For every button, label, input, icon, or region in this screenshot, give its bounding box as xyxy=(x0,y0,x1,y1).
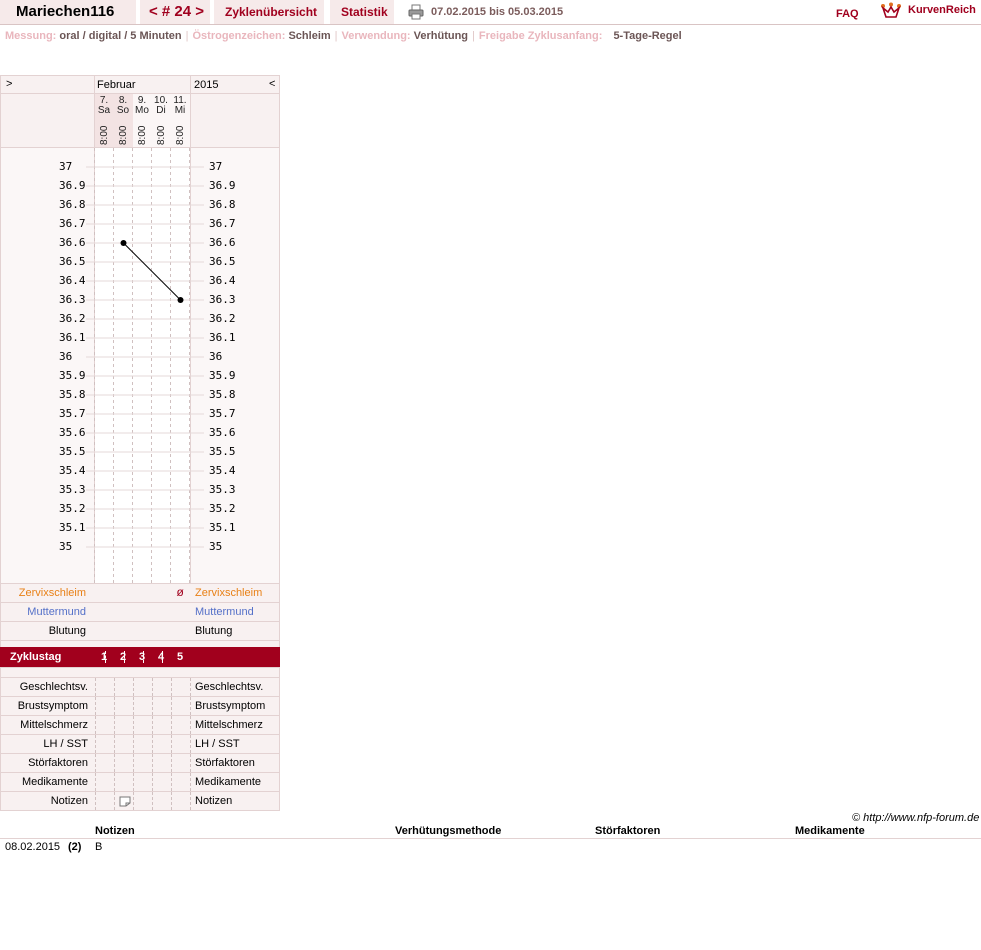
row-column-separator xyxy=(152,716,153,734)
row-label-intercourse: Geschlechtsv. xyxy=(19,681,88,693)
row-column-separator xyxy=(133,792,134,810)
col-meds: Medikamente xyxy=(795,825,865,837)
row-column-separator xyxy=(190,792,191,810)
temp-tick-left: 35 xyxy=(59,540,73,553)
note-icon[interactable] xyxy=(119,796,131,807)
row-label-cervix: Muttermund xyxy=(27,606,86,618)
row-column-separator xyxy=(171,754,172,772)
cycle-navigator[interactable] xyxy=(140,0,210,24)
row-column-separator xyxy=(133,716,134,734)
temp-tick-left: 36.3 xyxy=(59,293,86,306)
measure-value: oral / digital / 5 Minuten xyxy=(59,30,182,42)
row-breast xyxy=(0,696,280,716)
cycle-day-number: 1 xyxy=(100,651,108,663)
row-label-lh: LH / SST xyxy=(43,738,88,750)
row-midpain xyxy=(0,715,280,735)
temp-tick-left: 37 xyxy=(59,160,73,173)
row-label-disturb: Störfaktoren xyxy=(28,757,88,769)
row-column-separator xyxy=(95,792,96,810)
temp-tick-left: 36.6 xyxy=(59,236,86,249)
cycle-day-number: 3 xyxy=(138,651,146,663)
release-value: 5-Tage-Regel xyxy=(613,30,682,42)
estrogen-value: Schleim xyxy=(288,30,331,42)
top-bar xyxy=(0,0,981,25)
row-cervical xyxy=(0,583,280,603)
row-column-separator xyxy=(152,773,153,791)
day-weekday: Di xyxy=(156,105,166,116)
temp-tick-right: 36.4 xyxy=(209,274,236,287)
day-weekday: Mo xyxy=(135,105,149,116)
temp-tick-left: 35.9 xyxy=(59,369,86,382)
row-column-separator xyxy=(171,735,172,753)
cycle-chart xyxy=(0,75,280,811)
measure-label: Messung: xyxy=(5,30,57,42)
note-text: B xyxy=(95,841,103,853)
row-column-separator xyxy=(95,735,96,753)
row-column-separator xyxy=(190,773,191,791)
month-label: Februar xyxy=(97,79,136,91)
temp-tick-left: 36.1 xyxy=(59,331,86,344)
cycle-settings: Messung: oral / digital / 5 Minuten | Östrogenzeichen: Schleim | Verwendung: Verhütung | Freigabe Zyklusanfang: 5-Tage-Regel xyxy=(5,30,682,42)
temp-tick-left: 36.2 xyxy=(59,312,86,325)
row-meds xyxy=(0,772,280,792)
row-column-separator xyxy=(152,754,153,772)
day-date: 9. xyxy=(137,95,147,106)
day-date: 7. xyxy=(99,95,109,106)
cycle-day-sep xyxy=(124,651,126,663)
row-column-separator xyxy=(190,716,191,734)
temp-tick-right: 35.9 xyxy=(209,369,236,382)
row-label-meds: Medikamente xyxy=(21,776,88,788)
row-label-lh-right: LH / SST xyxy=(195,738,240,750)
temp-tick-right: 36 xyxy=(209,350,223,363)
copyright[interactable]: © http://www.nfp-forum.de xyxy=(852,812,980,824)
nav-next-button[interactable]: < xyxy=(269,78,276,90)
username-tab[interactable] xyxy=(0,0,136,24)
row-column-separator xyxy=(133,735,134,753)
day-time: 8:00 xyxy=(156,125,167,145)
temperature-point[interactable] xyxy=(178,297,184,303)
printer-icon[interactable] xyxy=(408,4,424,20)
day-time: 8:00 xyxy=(175,125,186,145)
cycle-day-number: 2 xyxy=(119,651,127,663)
col-disturb: Störfaktoren xyxy=(595,825,661,837)
row-column-separator xyxy=(114,773,115,791)
row-column-separator xyxy=(152,697,153,715)
row-label-breast: Brustsymptom xyxy=(17,700,88,712)
temp-tick-right: 36.5 xyxy=(209,255,236,268)
col-method: Verhütungsmethode xyxy=(395,825,502,837)
temp-tick-left: 35.8 xyxy=(59,388,86,401)
temp-tick-right: 35.3 xyxy=(209,483,236,496)
row-column-separator xyxy=(152,735,153,753)
temp-tick-left: 35.4 xyxy=(59,464,86,477)
row-column-separator xyxy=(133,754,134,772)
temp-tick-right: 35.7 xyxy=(209,407,236,420)
cycle-day-row xyxy=(0,647,280,667)
logo-text[interactable]: KurvenReich xyxy=(908,4,976,16)
tab-cycle-overview-label: Zyklenübersicht xyxy=(225,5,318,19)
day-date: 11. xyxy=(173,95,187,106)
temp-tick-left: 35.2 xyxy=(59,502,86,515)
day-weekday: Mi xyxy=(174,105,186,116)
date-range: 07.02.2015 bis 05.03.2015 xyxy=(431,6,564,18)
cycle-day-number: 5 xyxy=(176,651,184,663)
tab-statistics-label: Statistik xyxy=(341,5,388,19)
row-bleeding xyxy=(0,621,280,641)
temp-tick-right: 36.7 xyxy=(209,217,236,230)
temp-tick-left: 36 xyxy=(59,350,73,363)
row-column-separator xyxy=(190,697,191,715)
temp-tick-right: 36.1 xyxy=(209,331,236,344)
cycle-day-sep xyxy=(143,651,145,663)
row-column-separator xyxy=(114,792,115,810)
row-label-cervix-right: Muttermund xyxy=(195,606,254,618)
cycle-number: < # 24 > xyxy=(149,3,205,20)
temp-tick-right: 36.6 xyxy=(209,236,236,249)
row-label-breast-right: Brustsymptom xyxy=(195,700,266,712)
tab-cycle-overview[interactable] xyxy=(214,0,324,24)
temp-tick-right: 36.8 xyxy=(209,198,236,211)
cycle-day-sep xyxy=(105,651,107,663)
row-column-separator xyxy=(190,678,191,696)
row-column-separator xyxy=(114,697,115,715)
day-time: 8:00 xyxy=(99,125,110,145)
temp-tick-left: 35.7 xyxy=(59,407,86,420)
temp-tick-right: 35.5 xyxy=(209,445,236,458)
temp-tick-left: 36.5 xyxy=(59,255,86,268)
row-label-cervical: Zervixschleim xyxy=(18,587,86,599)
temp-tick-right: 36.9 xyxy=(209,179,236,192)
usage-label: Verwendung: xyxy=(341,30,411,42)
temp-tick-left: 36.4 xyxy=(59,274,86,287)
row-column-separator xyxy=(133,697,134,715)
row-label-disturb-right: Störfaktoren xyxy=(195,757,255,769)
row-disturb xyxy=(0,753,280,773)
row-label-cervical-right: Zervixschleim xyxy=(195,587,263,599)
day-time: 8:00 xyxy=(137,125,148,145)
row-column-separator xyxy=(95,716,96,734)
row-label-notes: Notizen xyxy=(50,795,88,807)
cervical-dry-symbol[interactable]: ø xyxy=(176,585,184,599)
row-column-separator xyxy=(152,678,153,696)
temp-tick-right: 35.8 xyxy=(209,388,236,401)
row-column-separator xyxy=(190,735,191,753)
day-date: 8. xyxy=(118,95,128,106)
temp-tick-left: 36.9 xyxy=(59,179,86,192)
row-label-bleeding: Blutung xyxy=(48,625,86,637)
note-count: (2) xyxy=(68,841,82,853)
row-column-separator xyxy=(114,754,115,772)
cycle-day-label: Zyklustag xyxy=(10,651,62,663)
note-date: 08.02.2015 xyxy=(5,841,61,853)
temp-tick-right: 36.2 xyxy=(209,312,236,325)
temp-tick-right: 35.1 xyxy=(209,521,236,534)
day-weekday: Sa xyxy=(97,105,111,116)
row-label-bleeding-right: Blutung xyxy=(195,625,233,637)
row-column-separator xyxy=(171,697,172,715)
row-label-midpain: Mittelschmerz xyxy=(20,719,88,731)
row-column-separator xyxy=(133,773,134,791)
row-column-separator xyxy=(133,678,134,696)
row-column-separator xyxy=(171,678,172,696)
row-label-notes-right: Notizen xyxy=(195,795,233,807)
row-column-separator xyxy=(171,773,172,791)
usage-value: Verhütung xyxy=(413,30,469,42)
row-column-separator xyxy=(114,716,115,734)
row-column-separator xyxy=(152,792,153,810)
row-column-separator xyxy=(171,716,172,734)
cycle-day-number: 4 xyxy=(157,651,165,663)
row-label-midpain-right: Mittelschmerz xyxy=(195,719,263,731)
tab-statistics[interactable] xyxy=(330,0,394,24)
username: Mariechen116 xyxy=(16,3,115,20)
faq-link[interactable]: FAQ xyxy=(836,8,859,20)
row-column-separator xyxy=(114,735,115,753)
nav-prev-button[interactable]: > xyxy=(6,78,13,90)
temp-tick-left: 35.5 xyxy=(59,445,86,458)
row-column-separator xyxy=(171,792,172,810)
row-lh xyxy=(0,734,280,754)
temperature-point[interactable] xyxy=(121,240,127,246)
row-column-separator xyxy=(95,754,96,772)
temp-tick-right: 35 xyxy=(209,540,223,553)
day-date: 10. xyxy=(154,95,168,106)
row-column-separator xyxy=(190,754,191,772)
temp-tick-left: 35.1 xyxy=(59,521,86,534)
year-label: 2015 xyxy=(194,79,219,91)
row-label-intercourse-right: Geschlechtsv. xyxy=(195,681,264,693)
row-column-separator xyxy=(95,773,96,791)
cycle-day-sep xyxy=(162,651,164,663)
row-cervix xyxy=(0,602,280,622)
row-column-separator xyxy=(114,678,115,696)
row-column-separator xyxy=(95,697,96,715)
release-label: Freigabe Zyklusanfang: xyxy=(478,30,603,42)
estrogen-label: Östrogenzeichen: xyxy=(192,30,286,42)
temp-tick-right: 35.4 xyxy=(209,464,236,477)
day-weekday: So xyxy=(116,105,130,116)
row-notes xyxy=(0,791,280,811)
notes-divider xyxy=(0,838,981,839)
temp-tick-right: 35.6 xyxy=(209,426,236,439)
row-column-separator xyxy=(95,678,96,696)
row-label-meds-right: Medikamente xyxy=(195,776,262,788)
temp-tick-left: 35.3 xyxy=(59,483,86,496)
temp-tick-left: 35.6 xyxy=(59,426,86,439)
temp-tick-right: 36.3 xyxy=(209,293,236,306)
temp-tick-left: 36.8 xyxy=(59,198,86,211)
temp-tick-right: 37 xyxy=(209,160,223,173)
row-intercourse xyxy=(0,677,280,697)
temp-tick-right: 35.2 xyxy=(209,502,236,515)
day-time: 8:00 xyxy=(118,125,129,145)
temp-tick-left: 36.7 xyxy=(59,217,86,230)
crown-logo-icon[interactable] xyxy=(880,2,902,20)
col-notes: Notizen xyxy=(95,825,135,837)
